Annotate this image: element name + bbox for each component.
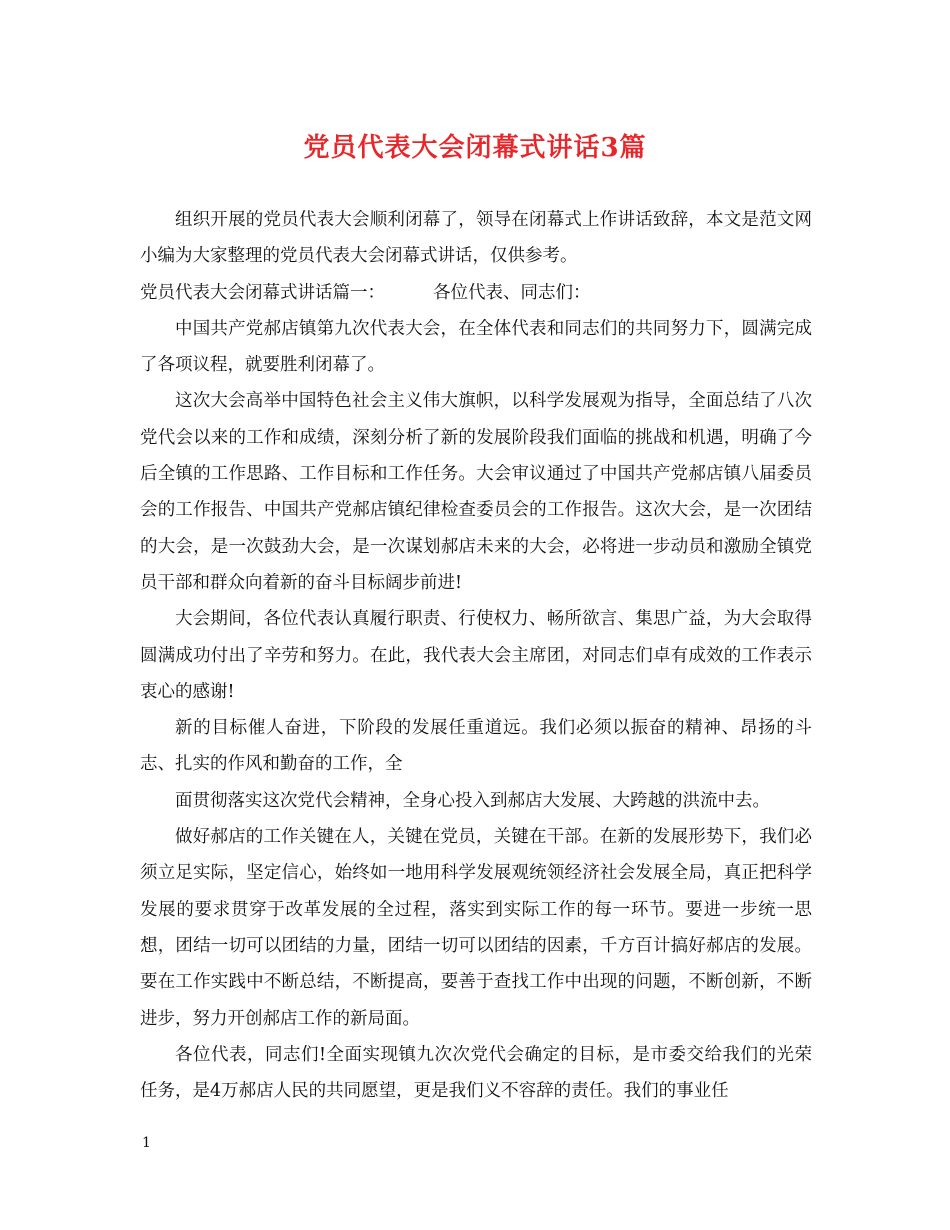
document-body [140,202,812,1109]
paragraph: 新的目标催人奋进，下阶段的发展任重道远。我们必须以振奋的精神、昂扬的斗志、扎实的作风和勤奋的工作，全 [140,718,812,775]
paragraph-intro: 组织开展的党员代表大会顺利闭幕了，领导在闭幕式上作讲话致辞，本文是范文网小编为大家整理的党员代表大会闭幕式讲话，仅供参考。 [140,210,812,267]
salutation: 各位代表、同志们： [433,282,591,303]
document-title: 党员代表大会闭幕式讲话3篇 [303,133,647,163]
paragraph: 这次大会高举中国特色社会主义伟大旗帜，以科学发展观为指导，全面总结了八次党代会以来的工作和成绩，深刻分析了新的发展阶段我们面临的挑战和机遇，明确了今后全镇的工作思路、工作目标和工作任务。大会审议通过了中国共产党郝店镇八届委员会的工作报告、中国共产党郝店镇纪律检查委员会的工作报告。这次大会，是一次团结的大会，是一次鼓劲大会，是一次谋划郝店未来的大会，必将进一步动员和激励全镇党员干部和群众向着新的奋斗目标阔步前进! [140,391,812,593]
paragraph: 面贯彻落实这次党代会精神，全身心投入到郝店大发展、大跨越的洪流中去。 [175,790,770,811]
paragraph: 做好郝店的工作关键在人，关键在党员，关键在干部。在新的发展形势下，我们必须立足实际，坚定信心，始终如一地用科学发展观统领经济社会发展全局，真正把科学发展的要求贯穿于改革发展的全过程，落实到实际工作的每一环节。要进一步统一思想，团结一切可以团结的力量，团结一切可以团结的因素，千方百计搞好郝店的发展。要在工作实践中不断总结，不断提高，要善于查找工作中出现的问题，不断创新，不断进步，努力开创郝店工作的新局面。 [140,827,812,1029]
page-number: 1 [142,1135,151,1151]
paragraph: 中国共产党郝店镇第九次代表大会，在全体代表和同志们的共同努力下，圆满完成了各项议程，就要胜利闭幕了。 [140,318,812,376]
section-heading: 党员代表大会闭幕式讲话篇一： [140,282,385,303]
paragraph: 大会期间，各位代表认真履行职责、行使权力、畅所欲言、集思广益，为大会取得圆满成功付出了辛劳和努力。在此，我代表大会主席团，对同志们卓有成效的工作表示衷心的感谢! [140,609,812,702]
paragraph: 各位代表，同志们!全面实现镇九次次党代会确定的目标，是市委交给我们的光荣任务，是4万郝店人民的共同愿望，更是我们义不容辞的责任。我们的事业任 [140,1044,812,1102]
section-heading-line [140,275,812,311]
